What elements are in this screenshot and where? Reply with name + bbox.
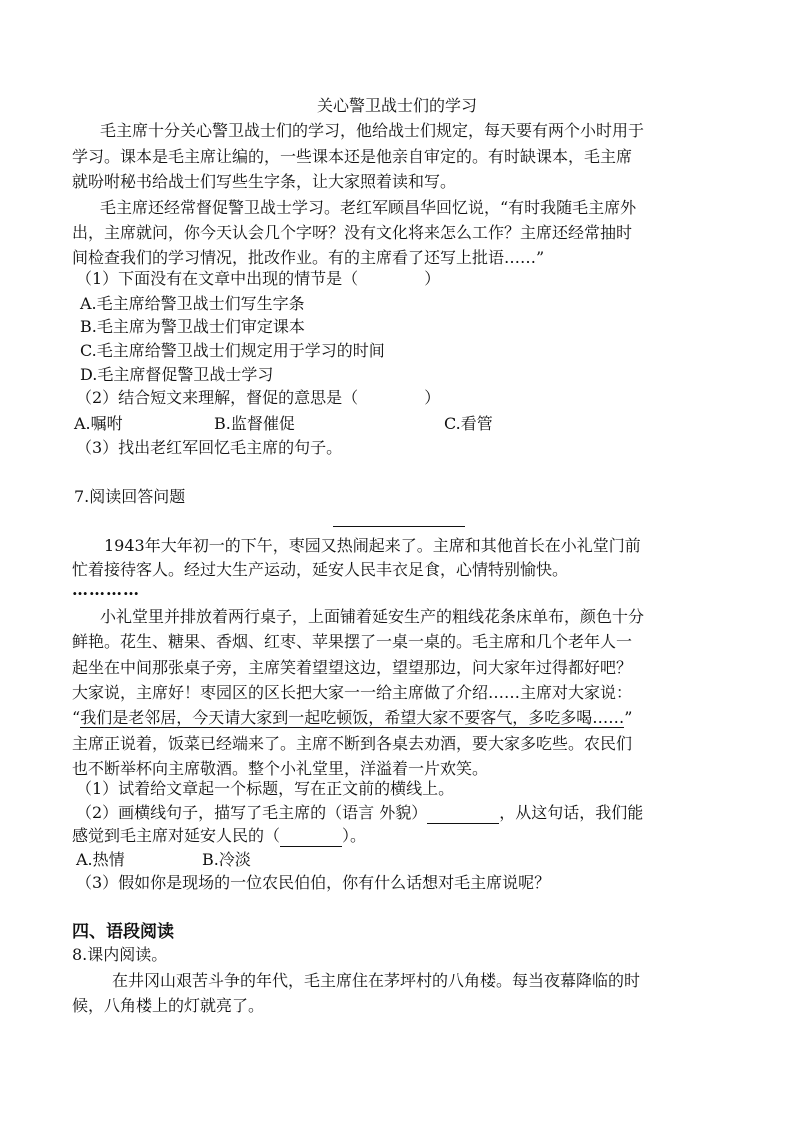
question-3: （3）找出老红军回忆毛主席的句子。 [76,438,343,457]
question-2-text-d: ）。 [342,826,367,845]
question-1: （1）试着给文章起一个标题，写在正文前的横线上。 [76,779,455,798]
question-1-close: ） [424,269,441,288]
question-2-cont [72,826,366,847]
title-blank-line[interactable] [333,526,465,527]
paragraph-line: 学习。课本是毛主席让编的，一些课本还是他亲自审定的。有时缺课本，毛主席 [72,147,633,166]
question-2-close: ） [424,388,441,407]
section-heading: 四、语段阅读 [72,922,174,942]
quote-open: “ [72,708,81,727]
ellipsis-line: ………… [72,580,140,599]
quote-close: ” [624,708,633,727]
question-2-text-c: 感觉到毛主席对延安人民的（ [72,826,281,845]
question-2 [76,803,643,824]
option-a: A.嘱咐 [74,414,123,433]
option-c: C.毛主席给警卫战士们规定用于学习的时间 [80,341,385,360]
paragraph-line: 毛主席还经常督促警卫战士学习。老红军顾昌华回忆说，“有时我随毛主席外 [100,198,637,217]
option-b: B.监督催促 [214,414,295,433]
question-label: 8.课内阅读。 [72,945,168,964]
question-2-text-b: ，从这句话，我们能 [499,803,644,822]
option-a: A.热情 [76,850,125,869]
question-2-text: （2）结合短文来理解，督促的意思是（ [76,388,359,407]
option-d: D.毛主席督促警卫战士学习 [80,365,274,384]
question-3: （3）假如你是现场的一位农民伯伯，你有什么话想对毛主席说呢？ [76,873,551,892]
underlined-sentence: 我们是老邻居，今天请大家到一起吃顿饭，希望大家不要客气，多吃多喝…… [80,708,625,727]
paragraph-line: 就吩咐秘书给战士们写些生字条，让大家照着读和写。 [72,172,457,191]
question-2 [76,388,440,408]
option-b: B.冷淡 [202,850,251,869]
option-c: C.看管 [444,414,493,433]
paragraph-line: 在井冈山艰苦斗争的年代，毛主席住在茅坪村的八角楼。每当夜幕降临的时 [112,971,641,990]
answer-blank[interactable] [427,803,499,824]
paragraph-line: 出，主席就问，你今天认会几个字呀？没有文化将来怎么工作？主席还经常抽时 [72,223,633,242]
passage-title: 关心警卫战士们的学习 [316,96,477,115]
paragraph-line: 也不断举杯向主席敬酒。整个小礼堂里，洋溢着一片欢笑。 [72,759,489,778]
option-a: A.毛主席给警卫战士们写生字条 [80,294,305,313]
paragraph-line: 主席正说着，饭菜已经端来了。主席不断到各桌去劝酒，要大家多吃些。农民们 [72,734,633,753]
paragraph-line: 鲜艳。花生、糖果、香烟、红枣、苹果摆了一桌一桌的。毛主席和几个老年人一 [72,632,633,651]
paragraph-line: 间检查我们的学习情况，批改作业。有的主席看了还写上批语……” [72,248,545,267]
underlined-quote-line [72,708,632,728]
question-label: 7.阅读回答问题 [74,487,186,506]
question-1 [76,269,440,289]
answer-blank[interactable] [280,826,342,847]
paragraph-line: 毛主席十分关心警卫战士们的学习，他给战士们规定，每天要有两个小时用于 [100,121,645,140]
option-b: B.毛主席为警卫战士们审定课本 [80,317,305,336]
paragraph-line: 候，八角楼上的灯就亮了。 [72,996,265,1015]
question-2-text: （2）画横线句子，描写了毛主席的（语言 外貌） [76,803,428,822]
question-1-text: （1）下面没有在文章中出现的情节是（ [76,269,359,288]
paragraph-line: 大家说，主席好！枣园区的区长把大家一一给主席做了介绍……主席对大家说： [72,683,633,702]
paragraph-line: 起坐在中间那张桌子旁，主席笑着望望这边，望望那边，问大家年过得都好吧？ [72,658,633,677]
paragraph-line: 小礼堂里并排放着两行桌子，上面铺着延安生产的粗线花条床单布，颜色十分 [100,607,645,626]
paragraph-line: 忙着接待客人。经过大生产运动，延安人民丰衣足食，心情特别愉快。 [72,560,569,579]
paragraph-line: 1943年大年初一的下午，枣园又热闹起来了。主席和其他首长在小礼堂门前 [104,536,641,555]
